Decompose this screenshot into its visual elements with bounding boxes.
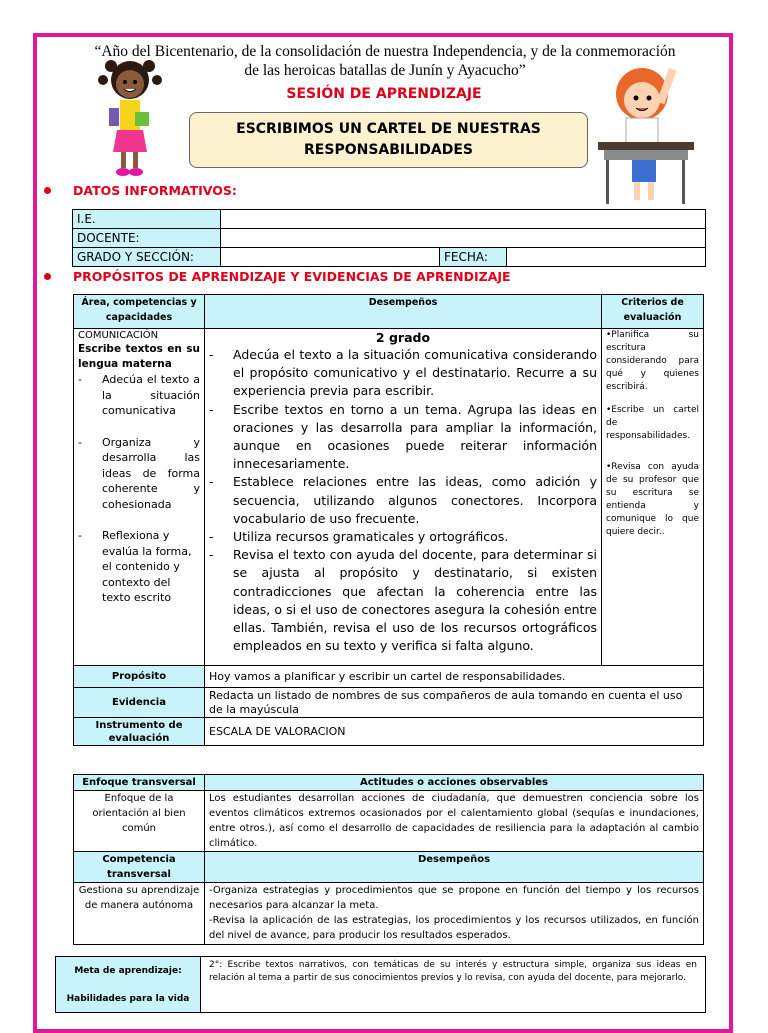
enfoque-value: Enfoque de la orientación al bien común: [74, 791, 205, 852]
instrumento-label: Instrumento de evaluación: [74, 718, 205, 746]
bullet-icon: [44, 187, 51, 194]
docente-label: DOCENTE:: [73, 229, 221, 248]
section-propositos: [44, 269, 511, 284]
actitudes-value: Los estudiantes desarrollan acciones de ciudadanía, que demuestren conciencia sobre los eventos climáticos extremos ocasionados por el calentamiento global (sequías e inundaciones, entre otros.), así como el desarrollo de capacidades de resiliencia para la adaptación al cambio climático.: [205, 791, 704, 852]
meta-text: 2°: Escribe textos narrativos, con temáticas de su interés y estructura simple, organiza sus ideas en relación al tema a partir de sus conocimientos previos y lo revisa, con ayuda del docente, para mejorarlo.: [201, 957, 706, 1013]
title-line-2: RESPONSABILIDADES: [304, 142, 473, 158]
motto-line-1: “Año del Bicentenario, de la consolidación de nuestra Independencia, y de la conmemoración: [94, 43, 676, 60]
motto: [70, 42, 700, 80]
area-name: COMUNICACIÓN: [78, 330, 159, 341]
propositos-table: [73, 294, 704, 746]
desempenos-transversal-cell: [205, 883, 704, 945]
head-criterios: Criterios de evaluación: [602, 295, 704, 329]
area-cell: [74, 329, 205, 666]
desempenos-list: [209, 346, 597, 655]
grado-label: GRADO Y SECCIÓN:: [73, 248, 221, 267]
criterio-item: •Escribe un cartel de responsabilidades.: [606, 405, 699, 441]
motto-line-2: de las heroicas batallas de Junín y Ayacucho”: [244, 62, 526, 79]
docente-value: [221, 229, 706, 248]
head-desempenos-transversal: Desempeños: [205, 852, 704, 883]
habilidades-label: Habilidades para la vida: [66, 993, 190, 1004]
head-desempenos: Desempeños: [205, 295, 602, 329]
evidencia-value: Redacta un listado de nombres de sus compañeros de aula tomando en cuenta el uso de la mayúscula: [205, 688, 704, 718]
fecha-label: FECHA:: [440, 248, 507, 267]
desempeno-item: - Utiliza recursos gramaticales y ortográficos.: [209, 528, 597, 546]
meta-table: [55, 956, 706, 1013]
session-title-box: [189, 112, 588, 168]
desempeno-item: - Establece relaciones entre las ideas, como adición y secuencia, utilizando algunos conectores. Incorpora vocabulario de uso frecuente.: [209, 473, 597, 528]
desempeno-transversal-1: -Organiza estrategias y procedimientos que se propone en función del tiempo y los recursos necesarios para alcanzar la meta.: [209, 885, 699, 911]
desempenos-cell: [205, 329, 602, 666]
proposito-label: Propósito: [74, 666, 205, 688]
head-area: Área, competencias y capacidades: [74, 295, 205, 329]
ie-value: [221, 210, 706, 229]
section-datos-label: DATOS INFORMATIVOS:: [73, 183, 237, 198]
bullet-icon: [44, 273, 51, 280]
section-propositos-label: PROPÓSITOS DE APRENDIZAJE Y EVIDENCIAS DE APRENDIZAJE: [73, 269, 511, 284]
desempeno-transversal-2: -Revisa la aplicación de las estrategias, los procedimientos y los recursos utilizados, en función del nivel de avance, para producir los resultados esperados.: [209, 915, 699, 941]
competencia-value: Gestiona su aprendizaje de manera autónoma: [74, 883, 205, 945]
section-datos: [44, 183, 237, 198]
competencia: Escribe textos en su lengua materna: [78, 343, 200, 370]
head-enfoque: Enfoque transversal: [74, 775, 205, 791]
instrumento-value: ESCALA DE VALORACION: [205, 718, 704, 746]
enfoque-table: [73, 774, 704, 945]
datos-table: [72, 209, 706, 267]
criterio-item: •Planifica su escritura considerando para qué y quienes escribirá.: [606, 330, 699, 392]
ie-label: I.E.: [73, 210, 221, 229]
desempeno-item: - Revisa el texto con ayuda del docente, para determinar si se ajusta al propósito y destinatario, si existen contradicciones que afectan la coherencia entre las ideas, o si el uso de conectores asegura la cohesión entre ellas. También, revisa el uso de los recursos ortográficos empleados en su texto y verifica si falta alguno.: [209, 546, 597, 655]
girl-at-desk-illustration: [596, 58, 696, 208]
session-label: SESIÓN DE APRENDIZAJE: [286, 86, 482, 102]
meta-labels-cell: [56, 957, 201, 1013]
grado-value: [221, 248, 440, 267]
head-competencia: Competencia transversal: [74, 852, 205, 883]
criterios-cell: [602, 329, 704, 666]
capacidad-item: - Organiza y desarrolla las ideas de forma coherente y cohesionada: [78, 435, 200, 513]
proposito-value: Hoy vamos a planificar y escribir un cartel de responsabilidades.: [205, 666, 704, 688]
head-actitudes: Actitudes o acciones observables: [205, 775, 704, 791]
capacidad-item: - Reflexiona y evalúa la forma, el contenido y contexto del texto escrito: [78, 528, 200, 606]
meta-label: Meta de aprendizaje:: [74, 965, 182, 976]
capacidades-list: [78, 372, 200, 606]
capacidad-item: - Adecúa el texto a la situación comunicativa: [78, 372, 200, 419]
criterio-item: •Revisa con ayuda de su profesor que su escritura se entienda y comunique lo que quiere decir..: [606, 462, 699, 537]
title-line-1: ESCRIBIMOS UN CARTEL DE NUESTRAS: [236, 121, 541, 137]
fecha-value: [507, 248, 706, 267]
desempeno-item: - Escribe textos en torno a un tema. Agrupa las ideas en oraciones y las desarrolla para ampliar la información, aunque en ocasiones puede reiterar información innecesariamente.: [209, 401, 597, 474]
evidencia-label: Evidencia: [74, 688, 205, 718]
grado-heading: 2 grado: [375, 330, 431, 345]
desempeno-item: - Adecúa el texto a la situación comunicativa considerando el propósito comunicativo y el destinatario. Recurre a su experiencia previa para escribir.: [209, 346, 597, 401]
